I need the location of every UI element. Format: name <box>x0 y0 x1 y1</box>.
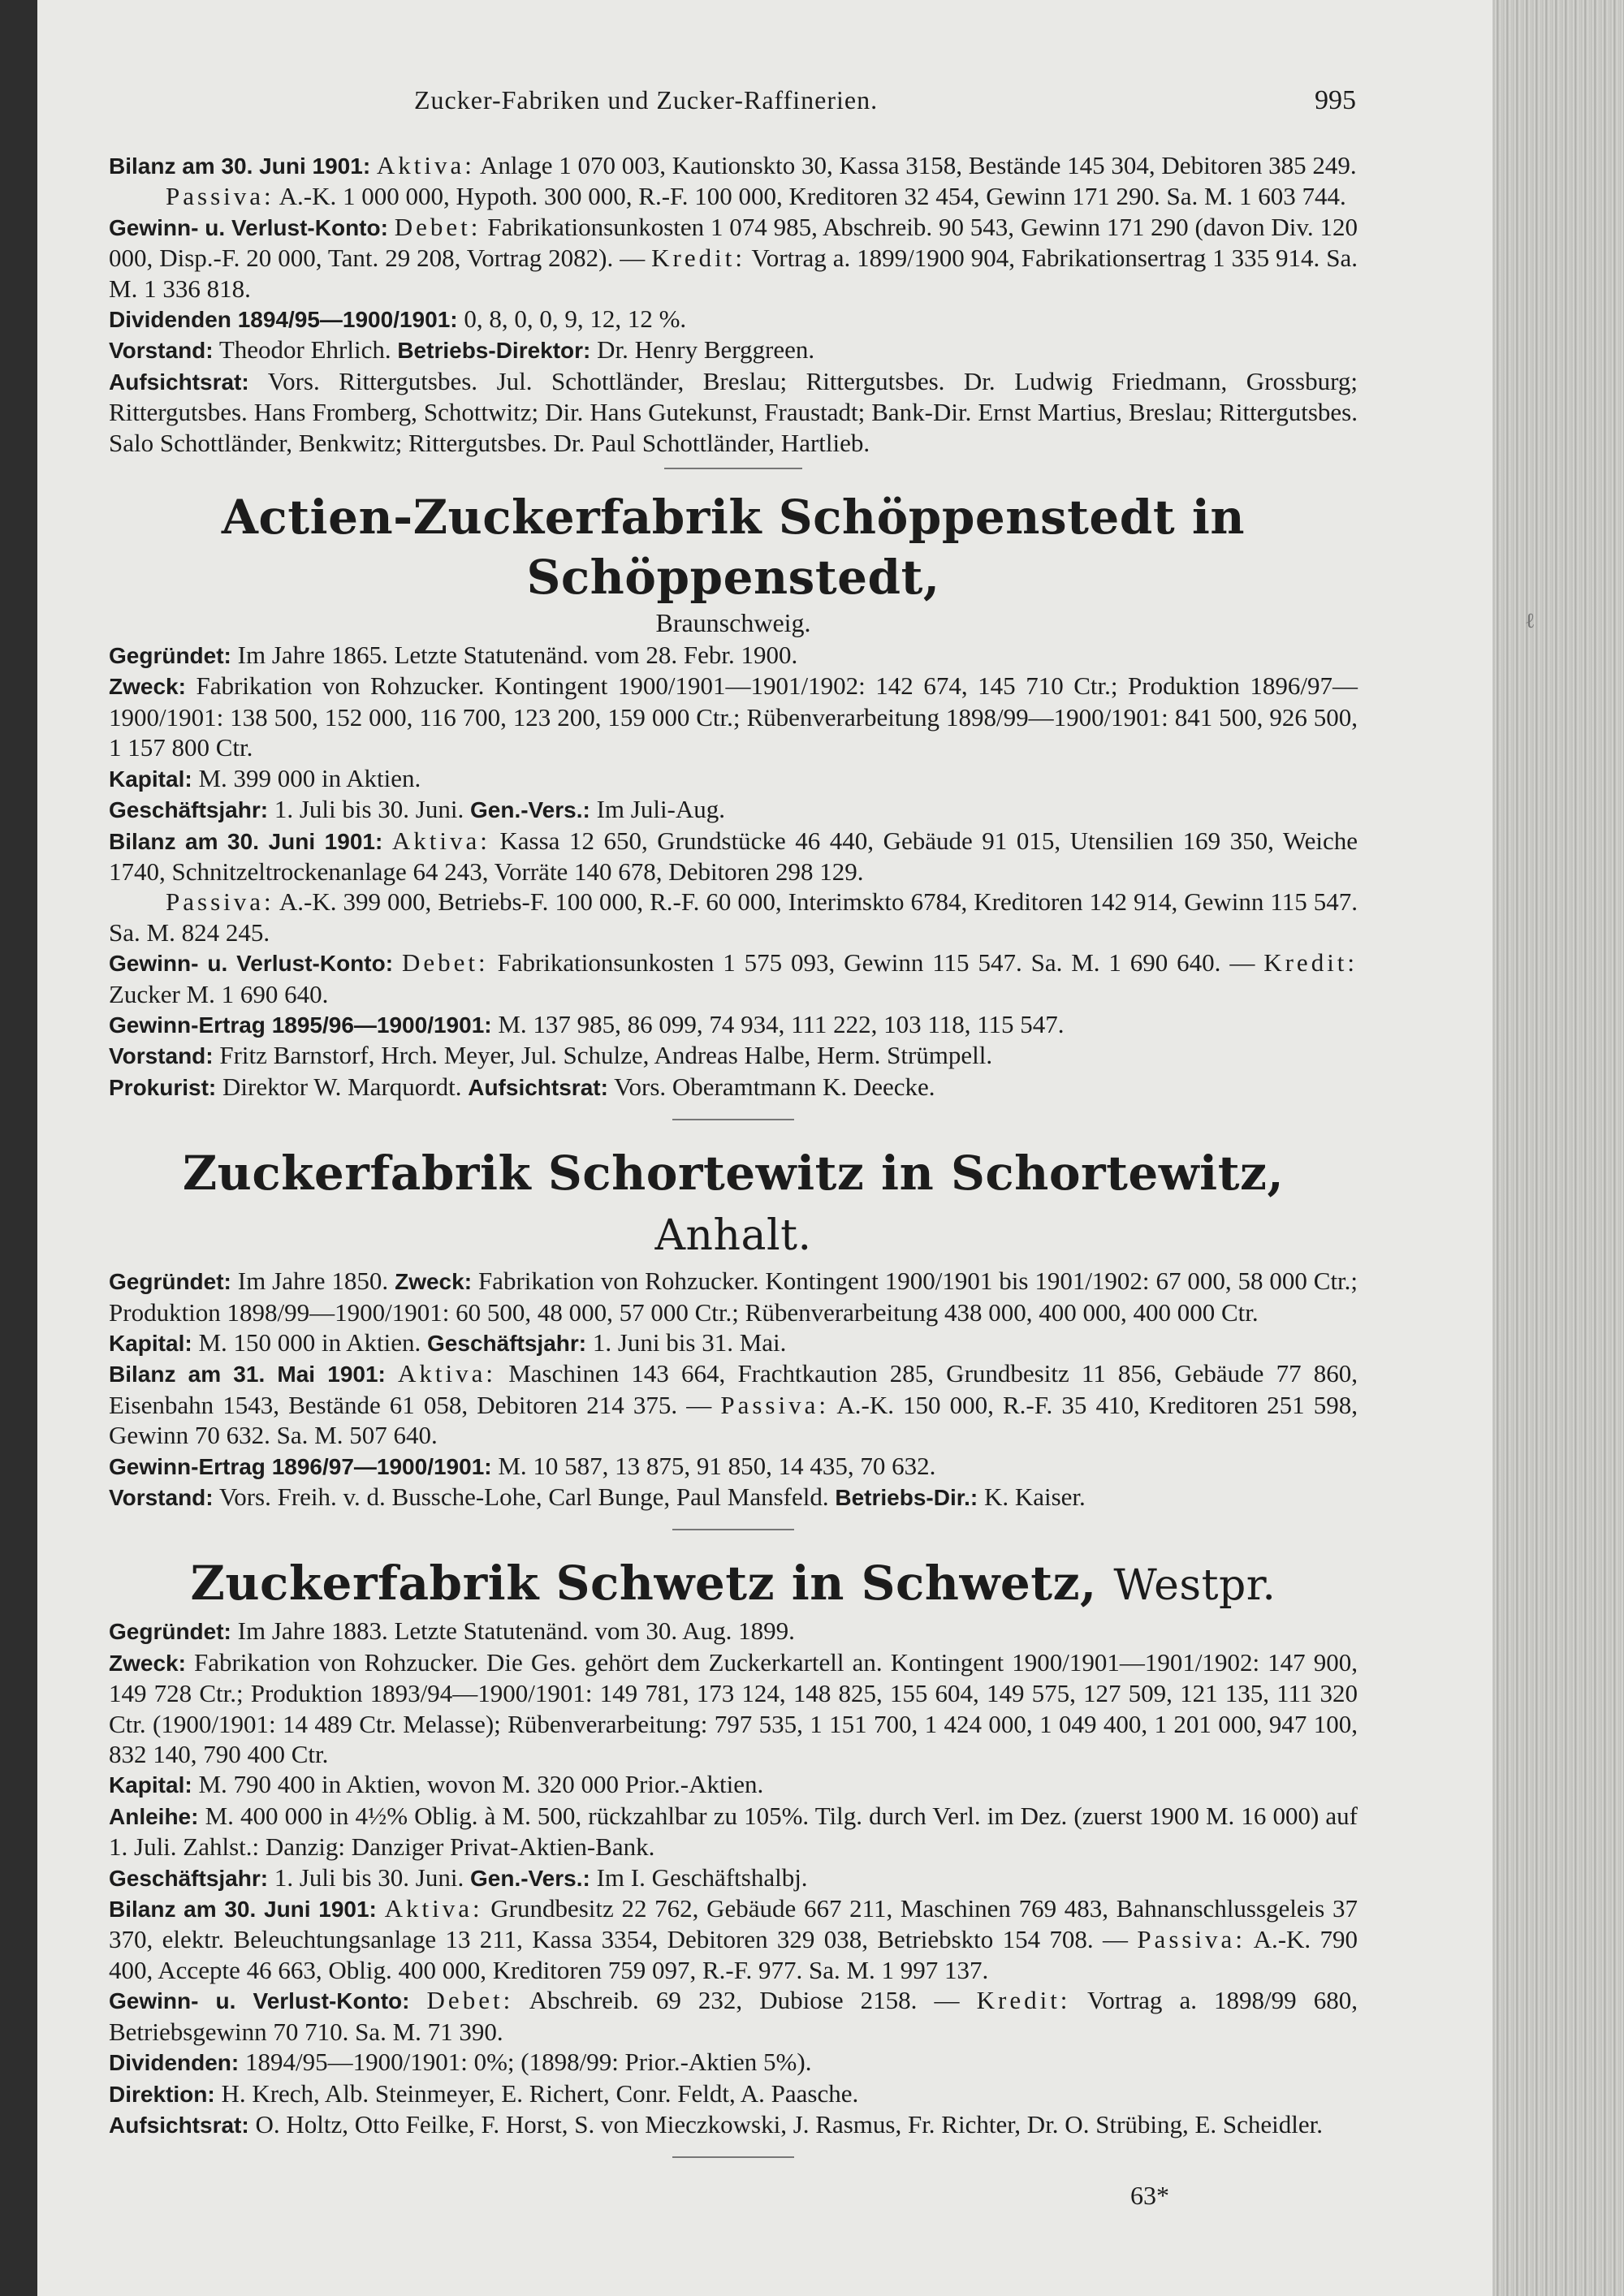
kredit-label: Kredit: <box>1263 948 1358 978</box>
c3-zweck <box>109 1647 1358 1770</box>
company-title-text: Zuckerfabrik Schortewitz in Schortewitz, <box>182 1146 1285 1202</box>
geschaeftsjahr-label: Geschäftsjahr: <box>109 797 269 823</box>
aufsichtsrat-label: Aufsichtsrat: <box>109 2112 249 2138</box>
c3-gegruendet <box>109 1616 1358 1646</box>
debet-label: Debet: <box>426 1986 514 2015</box>
prev-bilanz <box>109 150 1358 181</box>
c2-kapital <box>109 1327 1358 1358</box>
kapital-text: M. 150 000 in Aktien. <box>198 1327 421 1357</box>
aktiva-label: Aktiva: <box>384 1894 483 1923</box>
betriebsdir-text: Dr. Henry Berggreen. <box>597 335 815 365</box>
dividenden-text: 1894/95—1900/1901: 0%; (1898/99: Prior.-Aktien 5%). <box>244 2048 812 2077</box>
zweck-label: Zweck: <box>109 674 186 700</box>
guv-label: Gewinn- u. Verlust-Konto: <box>109 214 388 240</box>
genvers-text: Im Juli-Aug. <box>596 795 726 824</box>
c3-kapital <box>109 1769 1358 1800</box>
betriebsdir-label: Betriebs-Dir.: <box>835 1485 978 1510</box>
section-divider <box>672 2156 794 2158</box>
aktiva-label: Aktiva: <box>391 826 490 855</box>
geschaeftsjahr-text: 1. Juli bis 30. Juni. <box>274 795 464 824</box>
aufsichtsrat-label: Aufsichtsrat: <box>468 1074 608 1100</box>
gegruendet-text: Im Jahre 1883. Letzte Statutenänd. vom 30. Aug. 1899. <box>237 1616 795 1646</box>
book-spine <box>1492 0 1624 2296</box>
gegruendet-text: Im Jahre 1850. <box>237 1267 389 1296</box>
c1-bilanz <box>109 826 1358 887</box>
debet-text: Fabrikationsunkosten 1 074 985, Abschreib. 90 543, Gewinn 171 290 (davon Div. 120 000, Disp.-F. 20 000, Tant. 29 208, Vortrag 2082). — <box>109 212 1358 273</box>
passiva-label: Passiva: <box>166 887 274 917</box>
zweck-text: Fabrikation von Rohzucker. Kontingent 1900/1901 bis 1901/1902: 67 000, 58 000 Ctr.; Produktion 1898/99—1900/1901: 60 500, 48 000, 57 000 Ctr.; Rübenverarbeitung 438 000, 400 000, 400 000 Ctr. <box>109 1267 1358 1327</box>
prev-passiva <box>109 181 1358 211</box>
gegruendet-label: Gegründet: <box>109 1269 231 1295</box>
kredit-label: Kredit: <box>651 244 745 273</box>
passiva-text: A.-K. 399 000, Betriebs-F. 100 000, R.-F. 60 000, Interimskto 6784, Kreditoren 142 914, Gewinn 115 547. Sa. M. 824 245. <box>109 887 1358 947</box>
geschaeftsjahr-label: Geschäftsjahr: <box>427 1330 587 1356</box>
bilanz-label: Bilanz am 31. Mai 1901: <box>109 1362 386 1388</box>
zweck-label: Zweck: <box>395 1269 473 1295</box>
prev-aufsichtsrat <box>109 366 1358 458</box>
zweck-text: Fabrikation von Rohzucker. Die Ges. gehört dem Zuckerkartell an. Kontingent 1900/1901—1901/1902: 147 900, 149 728 Ctr.; Produktion 1893/94—1900/1901: 149 781, 173 124, 148 825, 155 604, 149 575, 127 509, 121 135, 111 320 Ctr. (1900/1901: 14 489 Ctr. Melasse); Rübenverarbeitung: 797 535, 1 151 700, 1 424 000, 1 049 400, 1 201 000, 947 100, 832 140, 790 400 Ctr. <box>109 1647 1358 1769</box>
kapital-label: Kapital: <box>109 1772 192 1798</box>
page-number: 995 <box>1315 85 1356 115</box>
c1-geschaeftsjahr <box>109 794 1358 825</box>
c3-direktion <box>109 2078 1358 2109</box>
direktion-text: H. Krech, Alb. Steinmeyer, E. Richert, Conr. Feldt, A. Paasche. <box>221 2078 859 2108</box>
anleihe-label: Anleihe: <box>109 1803 199 1829</box>
c1-ertrag <box>109 1009 1358 1040</box>
page-header <box>109 85 1358 131</box>
aufsichtsrat-text: Vors. Rittergutsbes. Jul. Schottländer, Breslau; Rittergutsbes. Dr. Ludwig Friedmann, Grossburg; Rittergutsbes. Hans Fromberg, Schottwitz; Dir. Hans Gutekunst, Fraustadt; Bank-Dir. Ernst Martius, Breslau; Rittergutsbes. Salo Schottländer, Benkwitz; Rittergutsbes. Dr. Paul Schottländer, Hartlieb. <box>109 366 1358 457</box>
vorstand-label: Vorstand: <box>109 338 214 364</box>
prev-guv <box>109 212 1358 304</box>
gegruendet-label: Gegründet: <box>109 1619 231 1645</box>
c1-guv <box>109 947 1358 1009</box>
section-divider <box>672 1529 794 1530</box>
aktiva-text: Grundbesitz 22 762, Gebäude 667 211, Maschinen 769 483, Bahnanschlussgeleis 37 370, elektr. Beleuchtungsanlage 13 211, Kassa 3354, Debitoren 329 038, Betriebskto 154 708. — <box>109 1894 1358 1954</box>
c2-gegruendet <box>109 1266 1358 1327</box>
vorstand-text: Theodor Ehrlich. <box>218 335 391 365</box>
kredit-label: Kredit: <box>976 1986 1071 2015</box>
c3-dividenden <box>109 2047 1358 2078</box>
dividenden-label: Dividenden: <box>109 2050 240 2076</box>
geschaeftsjahr-text: 1. Juli bis 30. Juni. <box>274 1862 464 1892</box>
company-title-schoeppenstedt <box>109 487 1358 607</box>
aktiva-text: Maschinen 143 664, Frachtkaution 285, Grundbesitz 11 856, Gebäude 77 860, Eisenbahn 1543, Bestände 61 058, Debitoren 214 375. — <box>109 1359 1358 1419</box>
debet-text: Abschreib. 69 232, Dubiose 2158. — <box>529 1986 960 2015</box>
gegruendet-text: Im Jahre 1865. Letzte Statutenänd. vom 28. Febr. 1900. <box>237 641 798 670</box>
section-divider <box>664 468 802 469</box>
company-subtitle: Braunschweig. <box>655 608 811 638</box>
c1-passiva <box>109 887 1358 947</box>
c1-prokurist <box>109 1072 1358 1103</box>
passiva-text: A.-K. 1 000 000, Hypoth. 300 000, R.-F. 100 000, Kreditoren 32 454, Gewinn 171 290. Sa. M. 1 603 744. <box>279 182 1346 211</box>
c2-ertrag <box>109 1451 1358 1482</box>
gegruendet-label: Gegründet: <box>109 643 231 669</box>
prokurist-text: Direktor W. Marquordt. <box>222 1072 462 1101</box>
genvers-label: Gen.-Vers.: <box>469 1865 590 1891</box>
aufsichtsrat-text: Vors. Oberamtmann K. Deecke. <box>614 1072 935 1101</box>
c2-bilanz <box>109 1358 1358 1450</box>
ertrag-label: Gewinn-Ertrag 1896/97—1900/1901: <box>109 1453 492 1479</box>
vorstand-label: Vorstand: <box>109 1485 214 1510</box>
kredit-text: Zucker M. 1 690 640. <box>109 979 329 1008</box>
zweck-text: Fabrikation von Rohzucker. Kontingent 1900/1901—1901/1902: 142 674, 145 710 Ctr.; Produktion 1896/97—1900/1901: 138 500, 152 000, 116 700, 123 200, 159 000 Ctr.; Rübenverarbeitung 1898/99—1900/1901: 841 500, 926 500, 1 157 800 Ctr. <box>109 671 1358 762</box>
scan-left-edge <box>0 0 37 2296</box>
passiva-text: A.-K. 790 400, Accepte 46 663, Oblig. 400 000, Kreditoren 759 097, R.-F. 977. Sa. M. 1 997 137. <box>109 1925 1358 1984</box>
passiva-label: Passiva: <box>166 182 274 211</box>
ertrag-text: M. 137 985, 86 099, 74 934, 111 222, 103 118, 115 547. <box>498 1009 1065 1038</box>
prokurist-label: Prokurist: <box>109 1074 217 1100</box>
zweck-label: Zweck: <box>109 1650 186 1676</box>
kredit-text: Vortrag a. 1898/99 680, Betriebsgewinn 70 710. Sa. M. 71 390. <box>109 1986 1358 2046</box>
passiva-label: Passiva: <box>720 1390 829 1419</box>
vorstand-label: Vorstand: <box>109 1043 214 1069</box>
c3-guv <box>109 1985 1358 2047</box>
signature-mark: 63* <box>1130 2181 1169 2211</box>
company-title-text: Actien-Zuckerfabrik Schöppenstedt in Schöppenstedt, <box>221 490 1246 606</box>
aktiva-text: Kassa 12 650, Grundstücke 46 440, Gebäude 91 015, Utensilien 169 350, Weiche 1740, Schnitzeltrockenanlage 64 243, Vorräte 140 678, Debitoren 298 129. <box>109 826 1358 886</box>
aufsichtsrat-text: O. Holtz, Otto Feilke, F. Horst, S. von Mieczkowski, J. Rasmus, Fr. Richter, Dr. O. Strübing, E. Scheidler. <box>255 2109 1324 2138</box>
dividenden-label: Dividenden 1894/95—1900/1901: <box>109 307 458 333</box>
geschaeftsjahr-text: 1. Juni bis 31. Mai. <box>592 1327 787 1357</box>
prev-dividenden <box>109 304 1358 334</box>
genvers-label: Gen.-Vers.: <box>469 797 590 823</box>
c1-zweck <box>109 671 1358 762</box>
c3-anleihe <box>109 1801 1358 1862</box>
anleihe-text: M. 400 000 in 4½% Oblig. à M. 500, rückzahlbar zu 105%. Tilg. durch Verl. im Dez. (zuerst 1900 M. 16 000) auf 1. Juli. Zahlst.: Danzig: Danziger Privat-Aktien-Bank. <box>109 1801 1358 1862</box>
company-title-schwetz <box>109 1553 1358 1616</box>
company-title-schortewitz <box>109 1143 1358 1266</box>
company-region: Anhalt. <box>654 1211 812 1261</box>
c2-vorstand <box>109 1482 1358 1513</box>
prev-vorstand <box>109 334 1358 365</box>
kapital-text: M. 790 400 in Aktien, wovon M. 320 000 Prior.-Aktien. <box>198 1770 764 1799</box>
ertrag-label: Gewinn-Ertrag 1895/96—1900/1901: <box>109 1012 492 1038</box>
guv-label: Gewinn- u. Verlust-Konto: <box>109 1988 410 2014</box>
kapital-label: Kapital: <box>109 766 192 792</box>
section-divider <box>672 1119 794 1120</box>
company-region: Westpr. <box>1113 1561 1276 1611</box>
c1-gegruendet <box>109 640 1358 671</box>
c1-vorstand <box>109 1040 1358 1071</box>
c3-geschaeftsjahr <box>109 1862 1358 1893</box>
company-title-text: Zuckerfabrik Schwetz in Schwetz, <box>190 1556 1097 1612</box>
genvers-text: Im I. Geschäftshalbj. <box>596 1862 808 1892</box>
spine-mark: ℓ <box>1525 609 1535 633</box>
passiva-label: Passiva: <box>1137 1925 1246 1954</box>
aktiva-text: Anlage 1 070 003, Kautionskto 30, Kassa 3158, Bestände 145 304, Debitoren 385 249. <box>479 151 1357 179</box>
kapital-label: Kapital: <box>109 1330 192 1356</box>
vorstand-text: Fritz Barnstorf, Hrch. Meyer, Jul. Schulze, Andreas Halbe, Herm. Strümpell. <box>219 1041 993 1070</box>
debet-label: Debet: <box>394 212 482 241</box>
kredit-text: Vortrag a. 1899/1900 904, Fabrikationsertrag 1 335 914. Sa. M. 1 336 818. <box>109 244 1358 303</box>
geschaeftsjahr-label: Geschäftsjahr: <box>109 1865 269 1891</box>
bilanz-label: Bilanz am 30. Juni 1901: <box>109 828 383 854</box>
debet-label: Debet: <box>401 948 489 978</box>
c3-bilanz <box>109 1893 1358 1985</box>
guv-label: Gewinn- u. Verlust-Konto: <box>109 951 394 977</box>
page-content <box>109 85 1358 2212</box>
ertrag-text: M. 10 587, 13 875, 91 850, 14 435, 70 632. <box>498 1451 936 1480</box>
bilanz-label: Bilanz am 30. Juni 1901: <box>109 153 371 179</box>
c1-kapital <box>109 763 1358 794</box>
kapital-text: M. 399 000 in Aktien. <box>198 763 421 792</box>
aufsichtsrat-label: Aufsichtsrat: <box>109 369 249 395</box>
debet-text: Fabrikationsunkosten 1 575 093, Gewinn 115 547. Sa. M. 1 690 640. — <box>497 948 1255 978</box>
dividenden-text: 0, 8, 0, 0, 9, 12, 12 %. <box>464 304 687 334</box>
direktion-label: Direktion: <box>109 2081 215 2107</box>
c3-aufsichtsrat <box>109 2109 1358 2140</box>
betriebsdir-label: Betriebs-Direktor: <box>397 338 591 364</box>
passiva-text: A.-K. 150 000, R.-F. 35 410, Kreditoren 251 598, Gewinn 70 632. Sa. M. 507 640. <box>109 1390 1358 1450</box>
betriebsdir-text: K. Kaiser. <box>983 1482 1086 1511</box>
vorstand-text: Vors. Freih. v. d. Bussche-Lohe, Carl Bunge, Paul Mansfeld. <box>218 1482 829 1511</box>
aktiva-label: Aktiva: <box>376 151 475 179</box>
aktiva-label: Aktiva: <box>398 1359 497 1388</box>
running-title: Zucker-Fabriken und Zucker-Raffinerien. <box>414 85 879 114</box>
bilanz-label: Bilanz am 30. Juni 1901: <box>109 1897 377 1923</box>
